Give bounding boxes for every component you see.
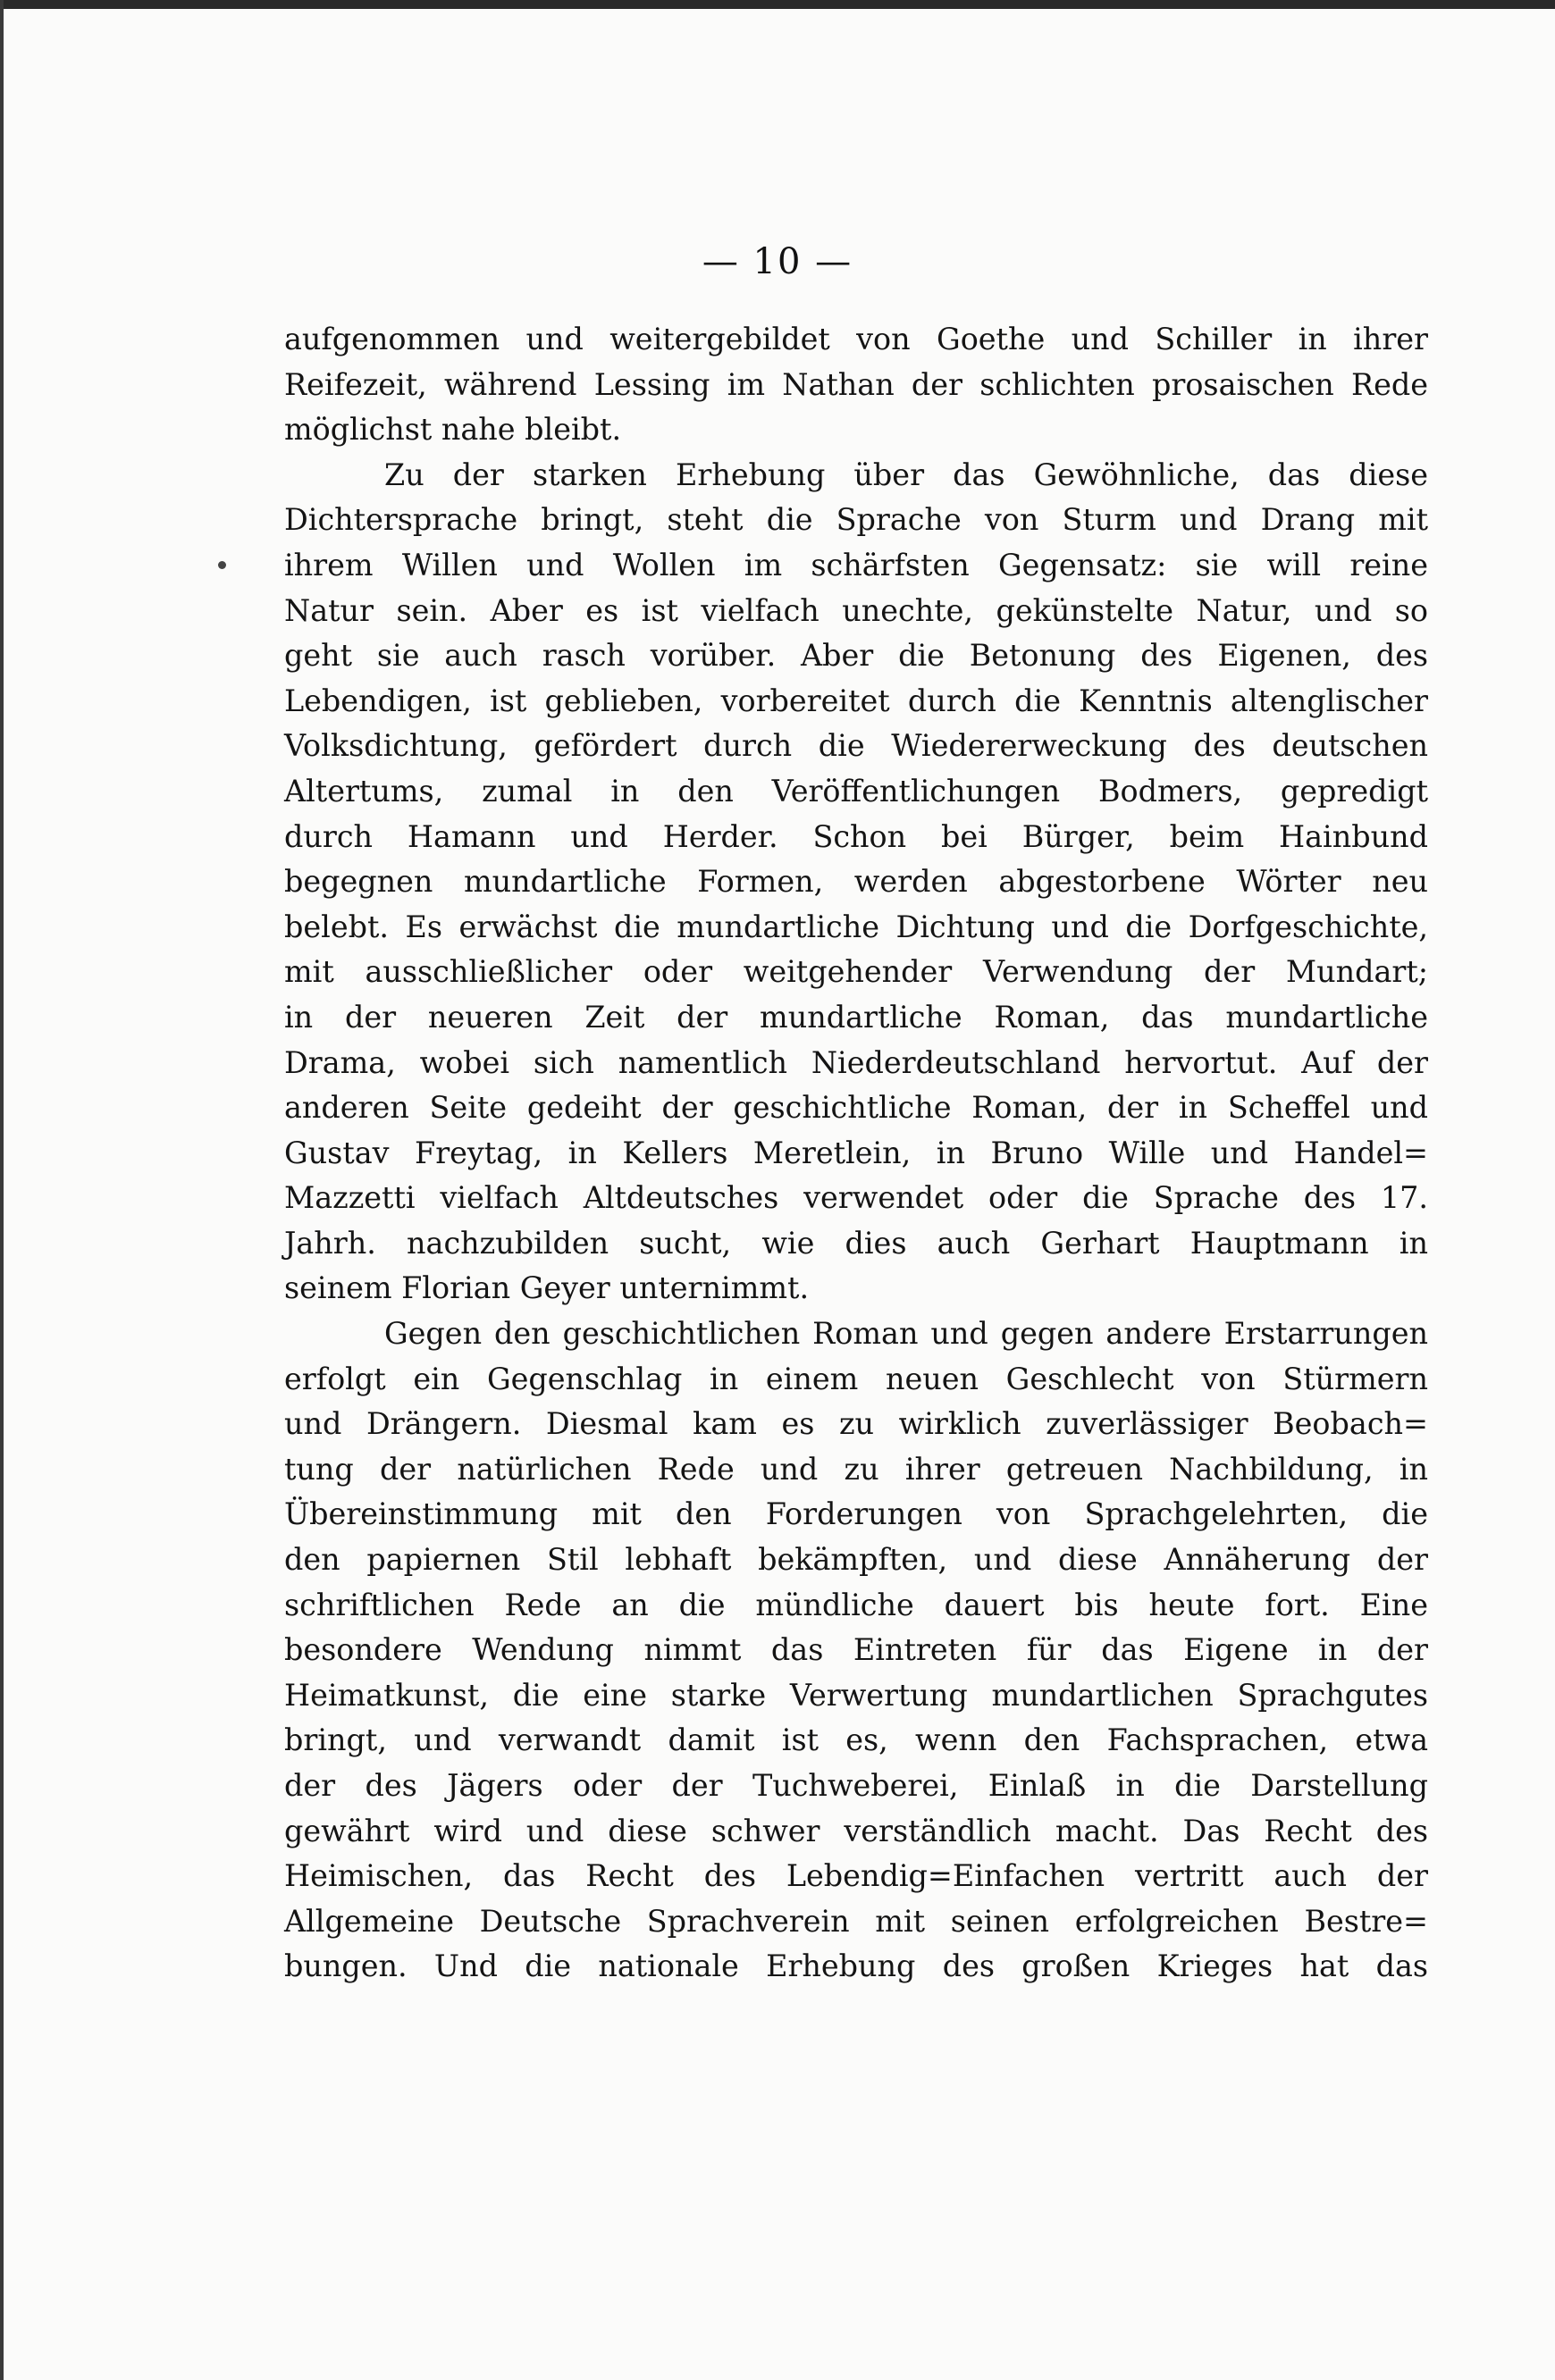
text-line: und Drängern. Diesmal kam es zu wirklich zuverlässiger Beobach= [284, 1406, 1428, 1442]
text-line: Heimatkunst, die eine starke Verwertung mundartlichen Sprachgutes [284, 1677, 1428, 1713]
body-text [284, 317, 1428, 1990]
text-line: Jahrh. nachzubilden sucht, wie dies auch Gerhart Hauptmann in [284, 1225, 1428, 1261]
text-line: Lebendigen, ist geblieben, vorbereitet durch die Kenntnis altenglischer [284, 683, 1428, 718]
text-line: bringt, und verwandt damit ist es, wenn den Fachsprachen, etwa [284, 1722, 1428, 1758]
text-line: anderen Seite gedeiht der geschichtliche Roman, der in Scheffel und [284, 1090, 1428, 1126]
page-top-edge [0, 0, 1555, 9]
text-line: Heimischen, das Recht des Lebendig=Einfachen vertritt auch der [284, 1858, 1428, 1894]
text-line: durch Hamann und Herder. Schon bei Bürger, beim Hainbund [284, 818, 1428, 854]
text-line: Natur sein. Aber es ist vielfach unechte, gekünstelte Natur, und so [284, 592, 1428, 628]
text-line: Reifezeit, während Lessing im Nathan der schlichten prosaischen Rede [284, 366, 1428, 402]
text-line: geht sie auch rasch vorüber. Aber die Betonung des Eigenen, des [284, 638, 1428, 674]
text-line: schriftlichen Rede an die mündliche dauert bis heute fort. Eine [284, 1587, 1428, 1622]
text-line: seinem Florian Geyer unternimmt. [284, 1270, 810, 1306]
text-line: Gegen den geschichtlichen Roman und gegen andere Erstarrungen [384, 1316, 1428, 1352]
text-line: Gustav Freytag, in Kellers Meretlein, in Bruno Wille und Handel= [284, 1135, 1428, 1170]
text-line: Dichtersprache bringt, steht die Sprache von Sturm und Drang mit [284, 502, 1428, 538]
text-line: erfolgt ein Gegenschlag in einem neuen Geschlecht von Stürmern [284, 1361, 1428, 1396]
text-line: ihrem Willen und Wollen im schärfsten Gegensatz: sie will reine [284, 547, 1428, 582]
page-number: — 10 — [702, 241, 853, 282]
text-line: in der neueren Zeit der mundartliche Roman, das mundartliche [284, 999, 1428, 1035]
text-line: besondere Wendung nimmt das Eintreten für das Eigene in der [284, 1632, 1428, 1668]
text-line: Übereinstimmung mit den Forderungen von Sprachgelehrten, die [284, 1496, 1428, 1532]
text-line: tung der natürlichen Rede und zu ihrer getreuen Nachbildung, in [284, 1451, 1428, 1487]
text-line: bungen. Und die nationale Erhebung des großen Krieges hat das [284, 1948, 1428, 1984]
text-line: Mazzetti vielfach Altdeutsches verwendet oder die Sprache des 17. [284, 1180, 1428, 1216]
text-line: Volksdichtung, gefördert durch die Wiedererweckung des deutschen [284, 728, 1428, 764]
text-line: begegnen mundartliche Formen, werden abgestorbene Wörter neu [284, 864, 1428, 900]
text-line: der des Jägers oder der Tuchweberei, Einlaß in die Darstellung [284, 1768, 1428, 1803]
text-line: möglichst nahe bleibt. [284, 412, 622, 448]
page-left-edge [0, 0, 4, 2380]
ink-speck [218, 561, 226, 569]
text-line: Altertums, zumal in den Veröffentlichungen Bodmers, gepredigt [284, 773, 1428, 809]
text-line: aufgenommen und weitergebildet von Goethe und Schiller in ihrer [284, 322, 1428, 356]
text-line: gewährt wird und diese schwer verständlich macht. Das Recht des [284, 1813, 1428, 1848]
text-line: Drama, wobei sich namentlich Niederdeutschland hervortut. Auf der [284, 1044, 1428, 1080]
text-line: den papiernen Stil lebhaft bekämpften, und diese Annäherung der [284, 1542, 1428, 1578]
text-line: mit ausschließlicher oder weitgehender Verwendung der Mundart; [284, 954, 1428, 990]
text-line: Zu der starken Erhebung über das Gewöhnliche, das diese [384, 457, 1428, 492]
text-line: belebt. Es erwächst die mundartliche Dichtung und die Dorfgeschichte, [284, 909, 1428, 944]
text-line: Allgemeine Deutsche Sprachverein mit seinen erfolgreichen Bestre= [284, 1903, 1428, 1939]
